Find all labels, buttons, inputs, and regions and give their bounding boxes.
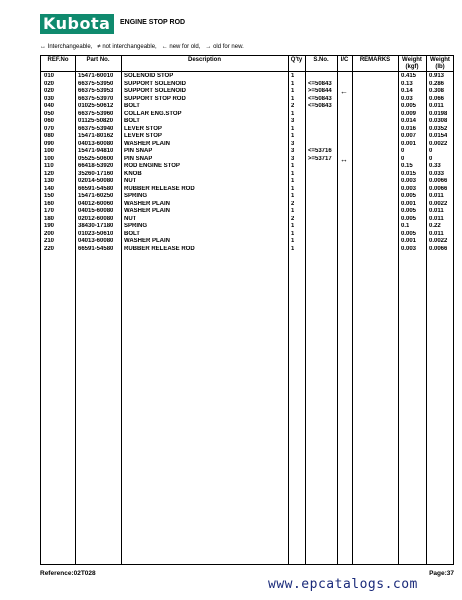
row-ref: 050 — [44, 110, 55, 117]
row-interchange: ↔ — [340, 155, 348, 163]
row-weight-kgf: 0.003 — [401, 185, 417, 192]
table-row — [41, 148, 453, 156]
row-weight-kgf: 0.13 — [401, 80, 413, 87]
row-serial: <=50843 — [308, 80, 332, 87]
row-qty: 3 — [291, 148, 295, 154]
row-part-no: 04013-60080 — [78, 238, 114, 244]
row-serial: >=50844 — [308, 88, 332, 94]
row-description: SUPPORT SOLENOID — [124, 80, 187, 87]
table-row — [41, 88, 453, 96]
row-weight-lb: 0.308 — [429, 88, 445, 94]
row-ref: 200 — [44, 230, 55, 237]
header-qty: Q'ty — [290, 57, 303, 63]
legend-new-for-old: ← new for old, — [161, 44, 201, 50]
table-row — [41, 96, 453, 104]
row-description: BOLT — [124, 118, 140, 124]
row-ref: 140 — [44, 185, 55, 192]
row-weight-kgf: 0.005 — [401, 208, 417, 214]
row-qty: 1 — [291, 245, 295, 252]
row-description: LEVER STOP — [124, 133, 162, 139]
row-qty: 1 — [291, 80, 295, 87]
header-sno: S.No. — [313, 57, 329, 63]
header-ic: I/C — [340, 57, 349, 63]
row-weight-kgf: 0.001 — [401, 200, 417, 207]
row-qty: 3 — [291, 140, 295, 147]
row-part-no: 04015-60080 — [78, 208, 114, 214]
row-description: BOLT — [124, 230, 140, 237]
row-description: SOLENOID STOP — [124, 73, 174, 79]
row-part-no: 01125-50820 — [78, 118, 114, 124]
page-title: ENGINE STOP ROD — [120, 19, 186, 26]
row-weight-kgf: 0.005 — [401, 193, 417, 199]
row-description: ROD ENGINE STOP — [124, 163, 180, 169]
row-weight-kgf: 0.005 — [401, 230, 417, 237]
table-row — [41, 171, 453, 179]
row-weight-lb: 0.0022 — [429, 200, 448, 207]
row-part-no: 01023-50610 — [78, 230, 114, 237]
header-part: Part No. — [86, 57, 110, 63]
row-weight-kgf: 0.001 — [401, 140, 417, 147]
header-ref: REF.No — [47, 57, 69, 63]
row-ref: 110 — [44, 163, 54, 169]
row-qty: 1 — [291, 178, 295, 184]
row-weight-lb: 0.011 — [429, 230, 444, 237]
table-row — [41, 73, 453, 81]
row-part-no: 15471-60250 — [78, 193, 114, 199]
row-weight-kgf: 0.007 — [401, 133, 417, 139]
row-weight-kgf: 0.016 — [401, 125, 417, 132]
row-ref: 100 — [44, 148, 55, 154]
row-qty: 1 — [291, 125, 295, 132]
legend-interchangeable: ↔ Interchangeable, — [40, 44, 93, 50]
row-weight-lb: 0.0066 — [429, 185, 448, 192]
row-description: WASHER PLAIN — [124, 208, 171, 214]
table-row — [41, 111, 453, 119]
row-description: SUPPORT STOP ROD — [124, 95, 186, 102]
table-row — [41, 193, 453, 201]
row-weight-kgf: 0.009 — [401, 110, 417, 117]
row-description: BOLT — [124, 103, 140, 109]
header-description: Description — [187, 57, 221, 63]
table-row — [41, 231, 453, 239]
row-interchange: ← — [340, 88, 348, 96]
row-ref: 170 — [44, 208, 55, 214]
row-weight-kgf: 0.005 — [401, 215, 417, 222]
row-part-no: 66591-54580 — [78, 185, 114, 192]
row-weight-kgf: 0.001 — [401, 238, 417, 244]
row-qty: 1 — [291, 133, 295, 139]
row-serial: >=53717 — [308, 155, 332, 162]
row-description: RUBBER RELEASE ROD — [124, 245, 195, 252]
table-row — [41, 141, 453, 149]
row-part-no: 05525-50600 — [78, 155, 114, 162]
table-row — [41, 216, 453, 224]
row-qty: 1 — [291, 88, 295, 94]
row-weight-kgf: 0.003 — [401, 178, 417, 184]
table-row — [41, 238, 453, 246]
row-description: NUT — [124, 178, 137, 184]
row-weight-kgf: 0.005 — [401, 103, 417, 109]
row-description: COLLAR ENG.STOP — [124, 110, 182, 117]
page-number: Page:37 — [429, 570, 454, 577]
row-weight-lb: 0.033 — [429, 170, 445, 177]
row-part-no: 15471-80162 — [78, 133, 114, 139]
row-serial: <=50843 — [308, 103, 332, 109]
row-qty: 1 — [291, 223, 295, 229]
watermark: www.epcatalogs.com — [268, 577, 418, 592]
row-qty: 3 — [291, 155, 295, 162]
table-row — [41, 163, 453, 171]
row-description: LEVER STOP — [124, 125, 162, 132]
row-qty: 1 — [291, 95, 295, 102]
row-part-no: 15471-94810 — [78, 148, 114, 154]
row-qty: 1 — [291, 185, 295, 192]
table-row — [41, 201, 453, 209]
row-qty: 2 — [291, 103, 295, 109]
row-weight-lb: 0.0022 — [429, 140, 448, 147]
row-ref: 180 — [44, 215, 55, 222]
row-weight-lb: 0.913 — [429, 73, 445, 79]
row-ref: 090 — [44, 140, 55, 147]
row-weight-kgf: 0 — [401, 155, 405, 162]
row-serial: <=50843 — [308, 95, 332, 102]
row-part-no: 04012-60060 — [78, 200, 114, 207]
row-ref: 030 — [44, 95, 55, 102]
row-weight-lb: 0.0352 — [429, 125, 448, 132]
row-weight-lb: 0.0308 — [429, 118, 448, 124]
header-weight-kgf: Weight (kgf) — [402, 57, 422, 70]
row-weight-kgf: 0.14 — [401, 88, 413, 94]
kubota-logo: Kubota — [40, 14, 114, 34]
header-remarks: REMARKS — [359, 57, 391, 63]
row-qty: 2 — [291, 200, 295, 207]
row-part-no: 66375-53960 — [78, 110, 114, 117]
table-row — [41, 156, 453, 164]
row-qty: 1 — [291, 163, 295, 169]
row-part-no: 66591-54580 — [78, 245, 114, 252]
row-qty: 1 — [291, 230, 295, 237]
row-ref: 130 — [44, 178, 55, 184]
row-part-no: 66375-53953 — [78, 88, 114, 94]
row-ref: 160 — [44, 200, 55, 207]
row-serial: <=53716 — [308, 148, 332, 154]
table-header — [41, 56, 453, 72]
row-ref: 020 — [44, 80, 55, 87]
row-description: WASHER PLAIN — [124, 238, 171, 244]
row-ref: 020 — [44, 88, 55, 94]
row-part-no: 66375-53950 — [78, 80, 114, 87]
row-weight-lb: 0 — [429, 148, 433, 154]
row-part-no: 01025-50612 — [78, 103, 114, 109]
row-weight-lb: 0.0066 — [429, 245, 448, 252]
row-ref: 100 — [44, 155, 55, 162]
legend-old-for-new: → old for new. — [205, 44, 244, 50]
row-weight-lb: 0.0066 — [429, 178, 448, 184]
row-part-no: 02012-60080 — [78, 215, 114, 222]
row-weight-kgf: 0.014 — [401, 118, 417, 124]
row-part-no: 02014-50080 — [78, 178, 114, 184]
table-row — [41, 186, 453, 194]
row-qty: 3 — [291, 118, 295, 124]
row-ref: 220 — [44, 245, 55, 252]
table-row — [41, 133, 453, 141]
row-weight-lb: 0.22 — [429, 223, 441, 229]
table-row — [41, 223, 453, 231]
row-ref: 040 — [44, 103, 55, 109]
row-weight-lb: 0.0022 — [429, 238, 448, 244]
row-ref: 190 — [44, 223, 55, 229]
row-description: SPRING — [124, 193, 148, 199]
row-part-no: 66375-53940 — [78, 125, 114, 132]
row-qty: 1 — [291, 170, 295, 177]
table-body — [41, 73, 453, 253]
row-ref: 010 — [44, 73, 55, 79]
row-ref: 120 — [44, 170, 55, 177]
table-row — [41, 126, 453, 134]
row-ref: 150 — [44, 193, 55, 199]
row-part-no: 35260-17160 — [78, 170, 114, 177]
row-weight-lb: 0.011 — [429, 103, 444, 109]
row-weight-lb: 0.33 — [429, 163, 441, 169]
row-weight-lb: 0 — [429, 155, 433, 162]
row-description: PIN SNAP — [124, 155, 153, 162]
table-row — [41, 103, 453, 111]
row-weight-kgf: 0.003 — [401, 245, 417, 252]
row-part-no: 38430-17180 — [78, 223, 114, 229]
table-row — [41, 178, 453, 186]
row-weight-lb: 0.286 — [429, 80, 445, 87]
row-ref: 210 — [44, 238, 55, 244]
row-description: SPRING — [124, 223, 148, 229]
row-ref: 080 — [44, 133, 55, 139]
row-description: KNOB — [124, 170, 142, 177]
row-weight-kgf: 0.415 — [401, 73, 417, 79]
row-description: WASHER PLAIN — [124, 140, 171, 147]
row-weight-lb: 0.011 — [429, 193, 444, 199]
row-weight-kgf: 0.03 — [401, 95, 413, 102]
row-qty: 1 — [291, 110, 295, 117]
row-description: NUT — [124, 215, 137, 222]
reference-code: Reference:02T028 — [40, 570, 96, 577]
row-weight-lb: 0.066 — [429, 95, 445, 102]
row-part-no: 66375-53970 — [78, 95, 114, 102]
header-weight-lb: Weight (lb) — [430, 57, 450, 70]
legend-not-interchangeable: ≠ not interchangeable, — [97, 44, 157, 50]
row-weight-kgf: 0.015 — [401, 170, 417, 177]
row-part-no: 66418-53920 — [78, 163, 114, 169]
row-description: SUPPORT SOLENOID — [124, 88, 187, 94]
row-ref: 070 — [44, 125, 55, 132]
row-qty: 1 — [291, 193, 295, 199]
row-qty: 1 — [291, 208, 295, 214]
row-description: RUBBER RELEASE ROD — [124, 185, 195, 192]
interchange-legend — [40, 44, 244, 50]
parts-table — [40, 55, 454, 565]
row-weight-kgf: 0 — [401, 148, 405, 154]
row-part-no: 04013-60080 — [78, 140, 114, 147]
row-qty: 1 — [291, 238, 295, 244]
row-qty: 2 — [291, 215, 295, 222]
row-weight-lb: 0.011 — [429, 215, 444, 222]
row-description: WASHER PLAIN — [124, 200, 171, 207]
table-row — [41, 246, 453, 254]
row-weight-lb: 0.0198 — [429, 110, 448, 117]
row-qty: 1 — [291, 73, 295, 79]
row-description: PIN SNAP — [124, 148, 153, 154]
row-weight-kgf: 0.15 — [401, 163, 413, 169]
row-weight-lb: 0.011 — [429, 208, 444, 214]
row-ref: 060 — [44, 118, 55, 124]
row-weight-lb: 0.0154 — [429, 133, 448, 139]
table-row — [41, 81, 453, 89]
row-weight-kgf: 0.1 — [401, 223, 410, 229]
table-row — [41, 208, 453, 216]
row-part-no: 15471-60010 — [78, 73, 114, 79]
table-row — [41, 118, 453, 126]
